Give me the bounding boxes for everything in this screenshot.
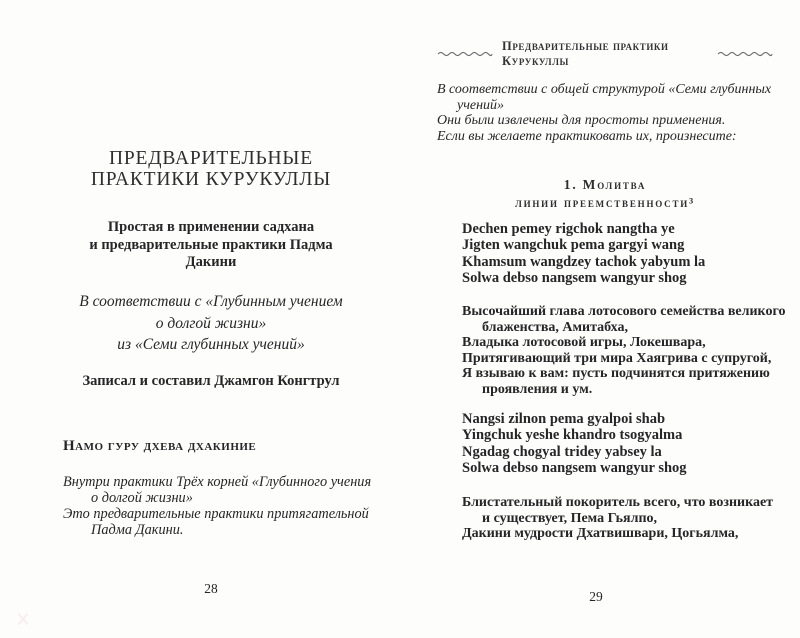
note-line: о долгой жизни» bbox=[91, 490, 193, 506]
subtitle-line: Простая в применении садхана bbox=[107, 219, 315, 235]
translation-line: и существует, Пема Гьялпо, bbox=[482, 510, 658, 526]
page-number-left: 28 bbox=[204, 581, 218, 596]
translation-line: Блистательный покоритель всего, что возникает bbox=[462, 495, 774, 510]
verse-line: Solwa debso nangsem wangyur shog bbox=[462, 459, 687, 476]
mantra-line: Намо гуру дхева дхакиние bbox=[63, 438, 257, 454]
chapter-title bbox=[55, 149, 367, 190]
verse-line: Dechen pemey rigchok nangtha ye bbox=[462, 221, 675, 237]
epigraph-line: В соответствии с «Глубинным учением bbox=[79, 293, 343, 310]
note-line: Это предварительные практики притягательной bbox=[63, 506, 369, 522]
translation-line: блаженства, Амитабха, bbox=[482, 319, 628, 335]
transliteration-verse-2 bbox=[437, 411, 798, 476]
verse-line: Ngadag chogyal tridey yabsey la bbox=[462, 443, 662, 460]
chapter-title-line: ПРАКТИКИ КУРУКУЛЛЫ bbox=[90, 168, 332, 190]
chapter-subtitle bbox=[55, 219, 367, 272]
verse-line: Solwa debso nangsem wangyur shog bbox=[462, 269, 687, 286]
chapter-title-line: ПРЕДВАРИТЕЛЬНЫЕ bbox=[109, 148, 313, 169]
verse-line: Yingchuk yeshe khandro tsogyalma bbox=[462, 427, 683, 444]
intro-line: учений» bbox=[457, 97, 505, 113]
intro-line: Если вы желаете практиковать их, произнесите: bbox=[437, 129, 737, 145]
intro-line: Они были извлечены для простоты применения. bbox=[437, 113, 726, 129]
intro-line: В соответствии с общей структурой «Семи глубинных bbox=[437, 82, 772, 97]
scan-artifact-mark bbox=[16, 612, 30, 626]
translation-verse-1 bbox=[437, 304, 798, 398]
subtitle-line: и предварительные практики Падма bbox=[89, 236, 333, 253]
flourish-wave-icon bbox=[437, 50, 493, 58]
translation-line: Я взываю к вам: пусть подчинятся притяжению bbox=[462, 366, 770, 382]
intro-instructions bbox=[437, 82, 773, 145]
flourish-wave-icon bbox=[717, 50, 773, 58]
practice-note bbox=[55, 474, 375, 538]
running-header-text: Предварительные практики Курукуллы bbox=[502, 39, 669, 68]
section-heading bbox=[437, 176, 773, 211]
verse-line: Jigten wangchuk pema gargyi wang bbox=[462, 237, 685, 254]
translation-line: Дакини мудрости Дхатвишвари, Цогьялма, bbox=[462, 526, 739, 542]
verse-line: Nangsi zilnon pema gyalpoi shab bbox=[462, 411, 666, 427]
section-heading-line: 1. Молитва bbox=[563, 177, 647, 192]
note-line: Падма Дакини. bbox=[91, 522, 184, 538]
translation-line: Высочайший глава лотосового семейства великого bbox=[462, 304, 786, 319]
section-heading-line: линии преемственности³ bbox=[515, 194, 695, 210]
running-header bbox=[437, 39, 773, 69]
verse-line: Khamsum wangdzey tachok yabyum la bbox=[462, 253, 706, 270]
subtitle-line: Дакини bbox=[185, 254, 237, 270]
translation-line: проявления и ум. bbox=[482, 381, 593, 397]
translation-verse-2 bbox=[437, 495, 798, 542]
epigraph bbox=[55, 291, 367, 356]
note-line: Внутри практики Трёх корней «Глубинного учения bbox=[63, 474, 372, 490]
transliteration-verse-1 bbox=[437, 221, 798, 286]
page-number-right: 29 bbox=[589, 589, 603, 604]
epigraph-line: о долгой жизни» bbox=[155, 314, 267, 332]
translation-line: Притягивающий три мира Хаягрива с супругой, bbox=[462, 350, 772, 366]
translation-line: Владыка лотосовой игры, Локешвара, bbox=[462, 335, 706, 351]
epigraph-line: из «Семи глубинных учений» bbox=[117, 336, 305, 353]
author-line: Записал и составил Джамгон Конгтрул bbox=[82, 373, 340, 389]
